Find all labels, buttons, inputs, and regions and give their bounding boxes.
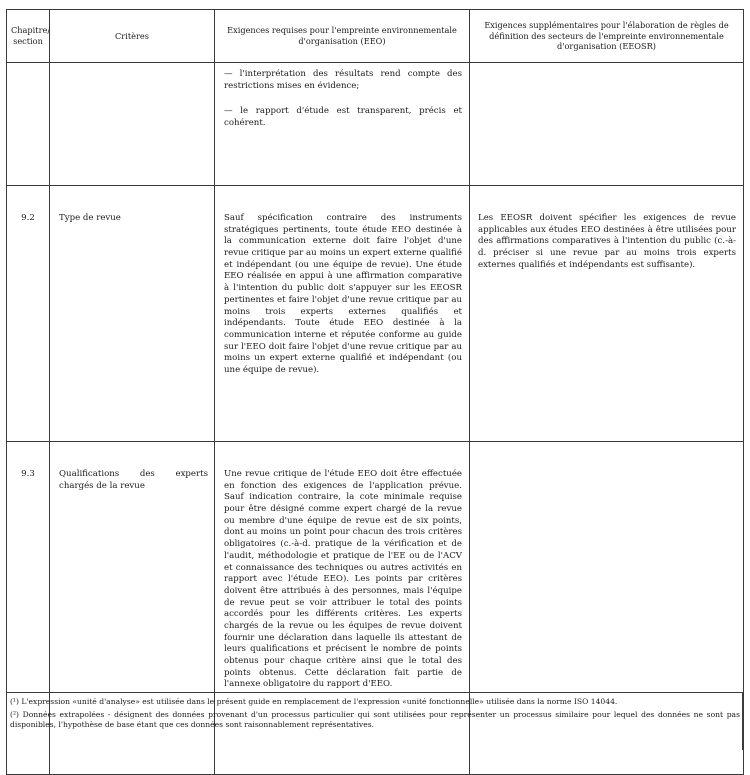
row-eeo: Une revue critique de l'étude EEO doit être effectuée en fonction des exigences de l'application prévue. Sauf indication contraire, la cote minimale requise pour être désigné comme expert chargé de la revue ou membre d'une équipe de revue est de six points, dont au moins un point pour chacun des trois critères obligatoires (c.-à-d. pratique de la vérification et de l'audit, méthodologie et pratique de l'EE ou de l'ACV et connaissance des techniques ou autres activités en rapport avec l'étude EEO). Les points par critères doivent être attribués à des personnes, mais l'équipe de revue peut se voir attribuer le total des points accordés pour les différents critères. Les experts chargés de la revue ou les équipes de revue doivent fournir une déclaration dans laquelle ils attestant de leurs qualifications et précisent le nombre de points obtenus pour chaque critère ainsi que le total des points obtenus. Cette déclaration fait partie de l'annexe obligatoire du rapport d'EEO. [215, 442, 470, 775]
footnotes [10, 697, 740, 733]
header-eeo: Exigences requises pour l'empreinte environnementale d'organisation (EEO) [215, 10, 470, 63]
row-section [7, 63, 50, 186]
footnote-divider [6, 692, 743, 693]
criteria-line: Qualifications des experts [59, 469, 208, 479]
row-eeosr [470, 63, 744, 186]
footnote-text: Données extrapolées - désignent des données provenant d'un processus particulier qui sont utilisées pour représenter un processus similaire pour lequel des données ne sont pas disponibles, l'hypothèse de base étant que ces données sont raisonnablement représentatives. [10, 709, 740, 730]
criteria-line: chargés de la revue [59, 480, 145, 491]
header-criteria: Critères [50, 10, 215, 63]
row-criteria [50, 63, 215, 186]
footnote [10, 710, 740, 731]
requirements-table [6, 9, 744, 775]
table-border-left [6, 692, 7, 750]
footnote [10, 697, 740, 708]
header-eeosr: Exigences supplémentaires pour l'élaboration de règles de définition des secteurs de l'empreinte environnementale d'organisation (EEOSR) [470, 10, 744, 63]
table-row [7, 63, 744, 186]
table-border-right [742, 692, 743, 750]
header-section: Chapitre/ section [7, 10, 50, 63]
row-criteria: Type de revue [50, 186, 215, 442]
table-row [7, 186, 744, 442]
table-header-row [7, 10, 744, 63]
row-eeo: Sauf spécification contraire des instruments stratégiques pertinents, toute étude EEO destinée à la communication externe doit faire l'objet d'une revue critique par au moins un expert externe qualifié et indépendant (ou une équipe de revue). Une étude EEO réalisée en appui à une affirmation comparative à l'intention du public doit s'appuyer sur les EEOSR pertinentes et faire l'objet d'une revue critique par au moins trois experts externes qualifiés et indépendants. Toute étude EEO destinée à la communication interne et réputée conforme au guide sur l'EEO doit faire l'objet d'une revue critique par au moins un expert externe qualifié et indépendant (ou une équipe de revue). [215, 186, 470, 442]
row-eeo-cell [215, 63, 470, 186]
footnote-text: L'expression «unité d'analyse» est utilisée dans le présent guide en remplacement de l'expression «unité fonctionnelle» utilisée dans la norme ISO 14044. [21, 697, 618, 706]
footnote-mark: (¹) [10, 697, 19, 706]
eeo-bullet: — le rapport d'étude est transparent, précis et cohérent. [224, 106, 462, 129]
footnote-mark: (²) [10, 709, 19, 719]
row-section: 9.3 [7, 442, 50, 775]
row-eeosr: Les EEOSR doivent spécifier les exigences de revue applicables aux études EEO destinées à être utilisées pour des affirmations comparatives à l'intention du public (c.-à-d. préciser si une revue par au moins trois experts externes qualifiés et indépendants est suffisante). [470, 186, 744, 442]
row-section: 9.2 [7, 186, 50, 442]
eeo-bullet: — l'interprétation des résultats rend compte des restrictions mises en évidence; [224, 69, 462, 91]
